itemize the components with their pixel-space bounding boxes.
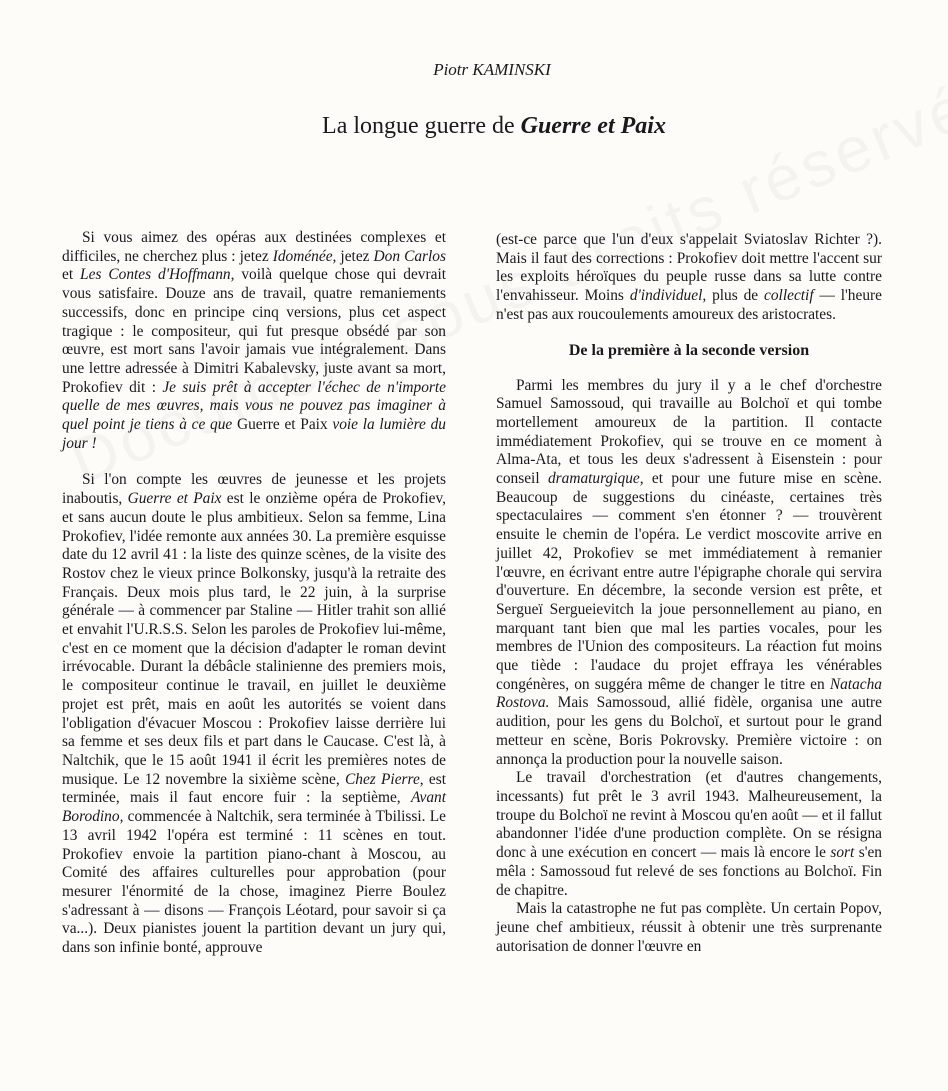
italic-text-run: dramaturgique, bbox=[547, 470, 644, 488]
text-run: (est-ce parce que l'un d'eux s'appelait Sviatoslav Richter ?). Mais il faut des corrections : Prokofiev doit mettre l'accent sur les exploits héroïques du peuple russe dans sa lutte contre l'envahisseur. Moins bbox=[496, 231, 882, 305]
italic-text-run: Don Carlos bbox=[373, 247, 446, 265]
text-run: — l'heure n'est pas aux roucoulements amoureux des aristocrates. bbox=[496, 287, 882, 323]
italic-text-run: Les Contes d'Hoffmann, bbox=[80, 266, 235, 284]
paragraph bbox=[62, 471, 446, 957]
text-run: Si l'on compte les œuvres de jeunesse et les projets inaboutis, bbox=[62, 471, 446, 508]
author-name: Piotr KAMINSKI bbox=[433, 60, 551, 79]
italic-text-run: Idoménée, bbox=[272, 247, 337, 265]
text-run: voilà quelque chose qui devrait vous satisfaire. Douze ans de travail, quatre remaniements successifs, donc en principe cinq versions, plus cet aspect tragique : le compositeur, qui fut presque obsédé par son œuvre, est mort sans l'avoir jamais vue intégralement. Dans une lettre adressée à Dimitri Kabalevsky, juste avant sa mort, Prokofiev dit : bbox=[62, 266, 446, 396]
text-run: commencée à Naltchik, sera terminée à Tbilissi. Le 13 avril 1942 l'opéra est terminé : 11 scènes en tout. Prokofiev envoie la partition piano-chant à Moscou, au Comité des affaires culturelles pour approbation (pour mesurer l'énormité de la chose, imaginez Pierre Boulez s'adressant à — disons — François Léotard, pour savoir si ça va...). Deux pianistes jouent la partition devant un jury qui, dans son infinie bonté, approuve bbox=[62, 808, 446, 957]
italic-text-run: sort bbox=[830, 844, 855, 862]
text-run: s'en mêla : Samossoud fut relevé de ses fonctions au Bolchoï. Fin de chapitre. bbox=[496, 844, 882, 899]
paragraph bbox=[496, 900, 882, 956]
text-run: jetez bbox=[336, 247, 374, 265]
section-heading: De la première à la seconde version bbox=[568, 341, 810, 359]
text-run: plus de bbox=[706, 287, 765, 305]
paragraph bbox=[496, 377, 882, 770]
text-run: Mais Samossoud, allié fidèle, organisa une autre audition, pour les gens du Bolchoï, et surtout pour le grand metteur en scène, Boris Pokrovsky. Première victoire : on annonça la production pour la nouvelle saison. bbox=[496, 694, 882, 768]
paragraph bbox=[496, 769, 882, 900]
italic-text-run: Natacha Rostova. bbox=[496, 675, 882, 712]
article-title bbox=[20, 113, 948, 140]
text-run: est le onzième opéra de Prokofiev, et sans aucun doute le plus ambitieux. Selon sa femme, Lina Prokofiev, l'idée remonte aux années 30. La première esquisse date du 12 avril 41 : la liste des quinze scènes, de la visite des Rostov chez le vieux prince Bolkonsky, jusqu'à la retraite des Français. Deux mois plus tard, le 22 juin, à la surprise générale — à commencer par Staline — Hitler trahit son allié et envahit l'U.R.S.S. Selon les paroles de Prokofiev lui-même, c'est en ce moment que la décision d'adapter le roman devint irrévocable. Durant la débâcle stalinienne des premiers mois, le compositeur continue le travail, en juillet le deuxième projet est prêt, mais en août les autorités se voient dans l'obligation d'évacuer Moscou : Prokofiev laisse derrière lui sa femme et ses deux fils et part dans le Caucase. C'est là, à Naltchik, que le 15 août 1941 il écrit les premières notes de musique. Le 12 novembre la sixième scène, bbox=[62, 490, 446, 788]
italic-text-run: Guerre et Paix bbox=[127, 490, 222, 508]
text-run: Si vous aimez des opéras aux destinées complexes et difficiles, ne cherchez plus : jetez bbox=[62, 229, 446, 265]
italic-text-run: d'individuel, bbox=[629, 287, 707, 305]
continued-paragraph bbox=[496, 231, 882, 325]
italic-text-run: voie la lumière du jour ! bbox=[62, 416, 446, 452]
title-italic: Guerre et Paix bbox=[520, 113, 666, 139]
text-run: et pour une future mise en scène. Beaucoup de suggestions du cinéaste, certaines très spectaculaires — comment s'en étonner ? — trouvèrent ensuite le chemin de l'opéra. Le verdict moscovite arrive en juillet 42, Prokofiev se met immédiatement à remanier l'œuvre, en écrivant entre autre l'épigraphe chorale qui servira d'ouverture. En décembre, la seconde version est prête, et Sergueï Sergueievitch la joue personnellement au piano, en marquant tant bien que mal les parties vocales, pour les membres de l'Union des compositeurs. La réaction fut moins que tiède : l'audace du projet effraya les vénérables congénères, on suggéra même de changer le titre en bbox=[496, 470, 882, 693]
section-body bbox=[496, 377, 882, 957]
italic-text-run: Avant Borodino, bbox=[62, 789, 446, 826]
text-run: Le travail d'orchestration (et d'autres changements, incessants) fut prêt le 3 avril 1943. Malheureusement, la troupe du Bolchoï ne revint à Moscou qu'en août — et il fallut abandonner l'idée d'une production complète. On se résigna donc à une exécution en concert — mais là encore le bbox=[496, 769, 882, 862]
left-column bbox=[62, 229, 446, 958]
paragraph bbox=[62, 229, 446, 453]
text-run: et bbox=[62, 266, 81, 284]
title-prefix: La longue guerre de bbox=[322, 113, 521, 139]
text-run: Guerre et Paix bbox=[232, 416, 333, 434]
right-column bbox=[496, 231, 882, 956]
text-run: est terminée, mais il faut encore fuir : la septième, bbox=[62, 770, 446, 807]
text-run: Mais la catastrophe ne fut pas complète. Un certain Popov, jeune chef ambitieux, réussit à obtenir une très surprenante autorisation de donner l'œuvre en bbox=[496, 900, 882, 955]
italic-text-run: Je suis prêt à accepter l'échec de n'importe quelle de mes œuvres, mais vous ne pouvez pas imaginer à quel point je tiens à ce que bbox=[62, 378, 446, 434]
italic-text-run: collectif bbox=[764, 287, 814, 305]
text-run: Parmi les membres du jury il y a le chef d'orchestre Samuel Samossoud, qui travaille au Bolchoï et qui tombe mortellement amoureux de la partition. Il contacte immédiatement Prokofiev, qui se trouve en ce moment à Alma-Ata, et tous les deux s'adressent à Eisenstein : pour conseil bbox=[496, 376, 882, 488]
italic-text-run: Chez Pierre, bbox=[344, 770, 424, 788]
